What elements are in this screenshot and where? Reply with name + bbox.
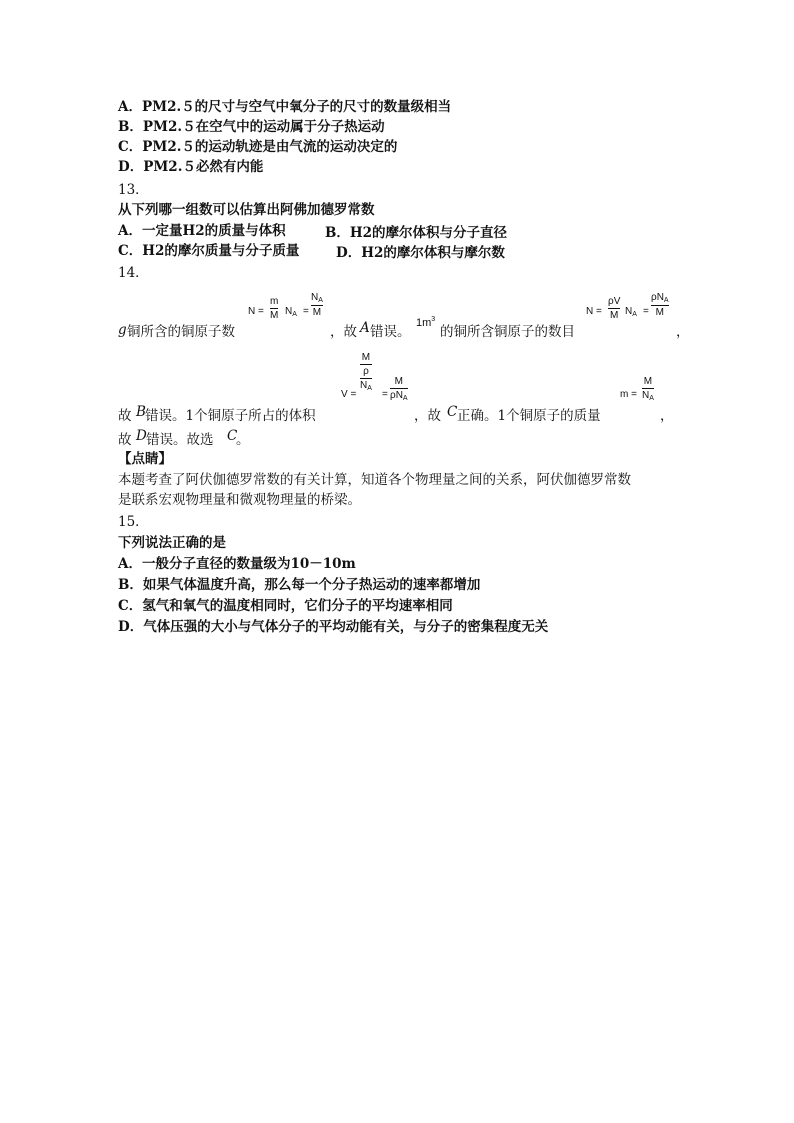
q14-line1-gu: ，故: [330, 324, 357, 340]
formula-numerator: M: [361, 352, 371, 363]
fraction-bar: [390, 388, 408, 389]
formula-denominator: $N_A$: [642, 390, 654, 402]
formula-eq: =: [303, 306, 309, 317]
formula-denominator: M: [270, 310, 279, 321]
q14-line2-correct: 正确。1个铜原子的质量: [457, 408, 601, 424]
formula-m-label: m =: [620, 389, 637, 400]
formula-v-label: V =: [341, 389, 357, 400]
q14-line1-wrong: 错误。: [370, 324, 411, 340]
q14-line1-A: A: [360, 320, 370, 336]
q14-line2-text: 错误。1个铜原子所占的体积: [145, 408, 316, 424]
q14-line2-gu: 故: [118, 408, 132, 424]
formula-numerator-2: ρ: [363, 366, 369, 377]
q14-line1-copper: 的铜所含铜原子的数目: [440, 324, 575, 340]
formula-numerator: m: [270, 296, 279, 307]
q12-option-d: D．PM2.５必然有内能: [118, 159, 264, 175]
q14-unit-g: g: [118, 322, 127, 338]
q14-line3-C: C: [227, 428, 238, 444]
q13-number: 13．: [118, 182, 149, 198]
formula-rhona-over-M: [651, 292, 669, 318]
formula-denominator: M: [610, 310, 619, 321]
formula-na-2: $N_A$: [625, 306, 637, 318]
q12-option-a: A．PM2.５的尺寸与空气中氧分子的尺寸的数量级相当: [118, 99, 452, 115]
q13-option-d: D．H2的摩尔体积与摩尔数: [336, 245, 505, 261]
q14-line2-comma: ，: [660, 408, 674, 424]
q14-line3-D: D: [136, 428, 147, 444]
formula-denominator: M: [655, 307, 664, 318]
formula-na-over-M: [311, 292, 323, 318]
q14-line1-comma: ，: [676, 324, 690, 340]
fraction-bar: [608, 308, 620, 309]
q15-number: 15．: [118, 514, 149, 530]
q14-line3-gu: 故: [118, 432, 132, 448]
q14-number: 14．: [118, 265, 149, 281]
formula-n-label-2: N =: [586, 306, 602, 317]
q12-option-b: B．PM2.５在空气中的运动属于分子热运动: [118, 119, 385, 135]
fraction-bar: [651, 305, 669, 306]
comment-line-2: 是联系宏观物理量和微观物理量的桥梁。: [118, 492, 361, 508]
formula-m-rho-over-na: [360, 352, 372, 392]
formula-denominator: $N_A$: [360, 380, 372, 392]
fraction-bar: [360, 364, 372, 365]
formula-numerator: M: [394, 376, 403, 387]
q14-line1-text: 铜所含的铜原子数: [127, 324, 235, 340]
formula-numerator: $\rho N_A$: [651, 292, 669, 304]
q15-option-d: D．气体压强的大小与气体分子的平均动能有关，与分子的密集程度无关: [118, 619, 549, 635]
q14-line3-period: 。: [236, 432, 250, 448]
q13-stem: 从下列哪一组数可以估算出阿佛加德罗常数: [118, 202, 375, 218]
q15-option-c: C．氢气和氧气的温度相同时，它们分子的平均速率相同: [118, 598, 453, 614]
q13-option-b: B．H2的摩尔体积与分子直径: [325, 225, 508, 241]
formula-eq-2: =: [643, 306, 649, 317]
q14-line3-text: 错误。故选: [146, 432, 214, 448]
q14-line2-gu-2: ，故: [414, 408, 441, 424]
q12-option-c: C．PM2.５的运动轨迹是由气流的运动决定的: [118, 139, 398, 155]
comment-title: 【点睛】: [118, 451, 172, 467]
fraction-bar: [642, 388, 654, 389]
q13-option-a: A．一定量H2的质量与体积: [118, 223, 286, 239]
formula-1m3: $1m^3$: [416, 316, 436, 329]
formula-numerator: M: [643, 376, 653, 387]
formula-eq-3: =: [382, 389, 388, 400]
q15-stem: 下列说法正确的是: [118, 535, 226, 551]
formula-numerator: $N_A$: [311, 292, 323, 304]
formula-denominator: M: [312, 307, 322, 318]
fraction-bar: [360, 378, 372, 379]
q15-option-a: A．一般分子直径的数量级为10－10m: [118, 556, 356, 572]
formula-na: $N_A$: [285, 306, 297, 318]
formula-n-label: N =: [248, 306, 264, 317]
formula-M-over-na: [642, 376, 654, 402]
q13-option-c: C．H2的摩尔质量与分子质量: [118, 243, 300, 259]
fraction-bar: [311, 305, 323, 306]
comment-line-1: 本题考查了阿伏伽德罗常数的有关计算，知道各个物理量之间的关系，阿伏伽德罗常数: [118, 472, 631, 488]
fraction-bar: [270, 308, 278, 309]
q14-line2-C: C: [447, 404, 458, 420]
formula-rhov-over-M: [608, 296, 620, 321]
formula-numerator: ρV: [608, 296, 621, 307]
formula-denominator: $\rho N_A$: [390, 390, 408, 402]
formula-M-over-rhona: [390, 376, 408, 402]
q14-line2-B: B: [136, 404, 146, 420]
formula-m-over-M: [270, 296, 278, 321]
q15-option-b: B．如果气体温度升高，那么每一个分子热运动的速率都增加: [118, 577, 481, 593]
